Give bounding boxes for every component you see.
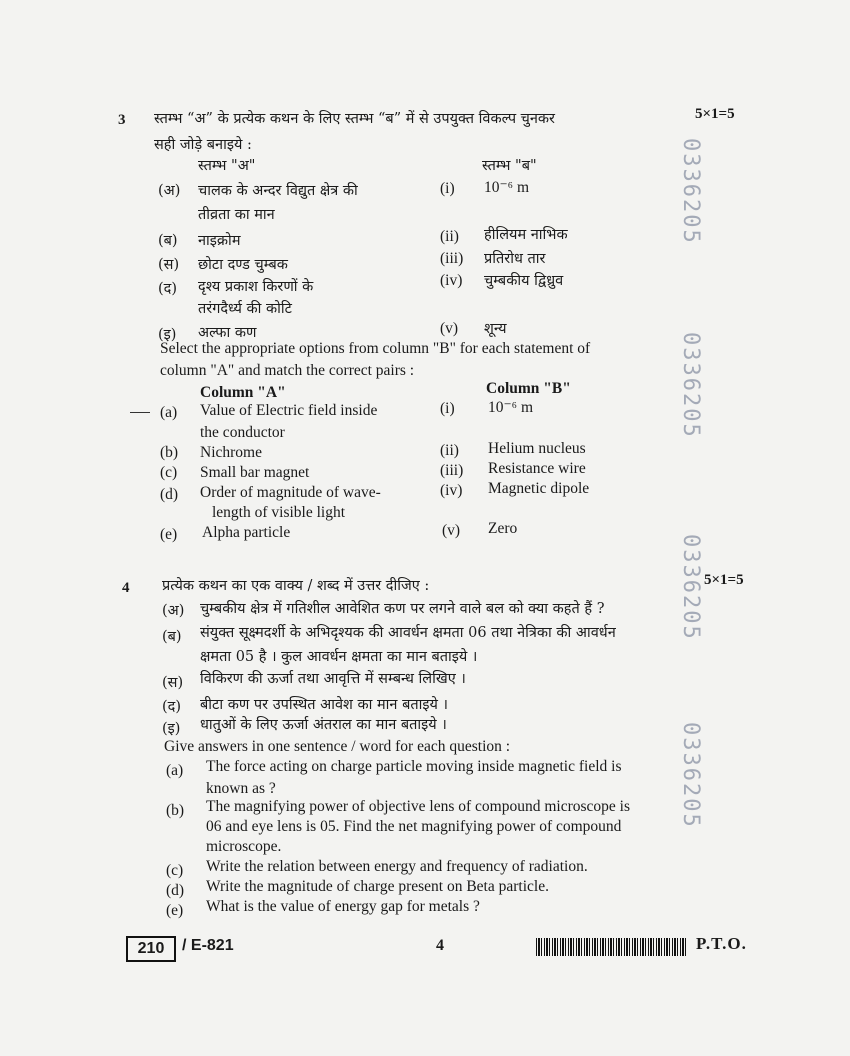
serial-stamp: 0336205 — [678, 138, 703, 245]
question-4-number: 4 — [122, 580, 130, 596]
q4-hindi-item-text: चुम्बकीय क्षेत्र में गतिशील आवेशित कण पर लगने वाले बल को क्या कहते हैं ? — [200, 601, 605, 617]
q3-hindi-row-label: (ब) — [158, 233, 178, 249]
q3-hindi-row-a-text: छोटा दण्ड चुम्बक — [198, 257, 288, 273]
q3-english-row-a-text-cont: the conductor — [200, 424, 285, 441]
pto-label: P.T.O. — [696, 934, 747, 953]
q3-english-row-a-text: Value of Electric field inside — [200, 402, 378, 419]
q4-english-instruction: Give answers in one sentence / word for each question : — [164, 738, 511, 755]
q3-english-row-roman: (iii) — [440, 462, 464, 479]
q3-hindi-row-b-text: शून्य — [484, 321, 507, 337]
q3-hindi-row-a-text: दृश्य प्रकाश किरणों के — [198, 279, 314, 295]
q4-english-item-text: Write the relation between energy and frequency of radiation. — [206, 858, 588, 875]
q3-english-row-a-text: Nichrome — [200, 444, 262, 461]
q4-english-item-text: Write the magnitude of charge present on Beta particle. — [206, 878, 549, 895]
q3-hindi-row-label: (स) — [158, 257, 180, 273]
q3-hindi-instruction-line1: स्तम्भ “अ” के प्रत्येक कथन के लिए स्तम्भ “ब” में से उपयुक्त विकल्प चुनकर — [154, 111, 555, 127]
q4-english-item-text-cont: microscope. — [206, 838, 282, 855]
q3-hindi-column-a-heading: स्तम्भ "अ" — [198, 158, 256, 174]
q4-english-item-text-cont: 06 and eye lens is 05. Find the net magnifying power of compound — [206, 818, 622, 835]
page-number: 4 — [436, 937, 444, 954]
q4-hindi-item-label: (ब) — [162, 629, 182, 645]
q3-english-row-roman: (ii) — [440, 442, 459, 459]
q3-english-row-b-text: 10⁻⁶ m — [488, 399, 534, 416]
q4-english-item-text: What is the value of energy gap for metals ? — [206, 898, 480, 915]
question-3-number: 3 — [118, 112, 126, 128]
q3-english-row-b-text: Magnetic dipole — [488, 480, 590, 497]
q4-hindi-instruction: प्रत्येक कथन का एक वाक्य / शब्द में उत्तर दीजिए : — [162, 578, 430, 594]
q3-english-row-label: (e) — [160, 526, 178, 543]
q4-english-item-label: (a) — [166, 762, 184, 779]
q4-hindi-item-label: (स) — [162, 675, 184, 691]
serial-stamp: 0336205 — [678, 722, 703, 829]
q3-hindi-row-a-text-cont: तरंगदैर्ध्य की कोटि — [198, 301, 292, 317]
q3-hindi-row-b-text: हीलियम नाभिक — [484, 227, 568, 243]
q3-english-row-a-text: Small bar magnet — [200, 464, 310, 481]
serial-stamp: 0336205 — [678, 332, 703, 439]
q4-hindi-item-text: संयुक्त सूक्ष्मदर्शी के अभिदृश्यक की आवर्धन क्षमता 06 तथा नेत्रिका की आवर्धन — [200, 625, 616, 641]
series-code: / E-821 — [182, 937, 234, 954]
q3-hindi-row-b-text: 10⁻⁶ m — [484, 179, 530, 196]
q3-english-row-roman: (iv) — [440, 482, 463, 499]
q3-english-row-label: (b) — [160, 444, 179, 461]
q3-english-row-label: (d) — [160, 486, 179, 503]
q4-english-item-label: (b) — [166, 802, 185, 819]
q4-english-item-label: (c) — [166, 862, 184, 879]
q3-hindi-row-a-text: नाइक्रोम — [198, 233, 241, 249]
q4-english-item-label: (d) — [166, 882, 185, 899]
q3-hindi-row-a-text-cont: तीव्रता का मान — [198, 207, 275, 223]
q3-hindi-row-label: (द) — [158, 281, 178, 297]
barcode-image — [536, 938, 686, 956]
q4-english-item-label: (e) — [166, 902, 184, 919]
q4-hindi-item-text: धातुओं के लिए ऊर्जा अंतराल का मान बताइये । — [200, 717, 447, 733]
q3-english-instruction-line2: column "A" and match the correct pairs : — [160, 362, 415, 379]
q4-hindi-item-text-cont: क्षमता 05 है । कुल आवर्धन क्षमता का मान बताइये । — [200, 649, 478, 665]
paper-code-box: 210 — [126, 936, 176, 962]
q3-hindi-row-roman: (ii) — [440, 228, 459, 245]
q3-english-row-b-text: Resistance wire — [488, 460, 586, 477]
q3-english-column-a-heading: Column "A" — [200, 384, 286, 401]
q3-english-row-label: (a) — [160, 404, 178, 421]
q4-english-item-text: The magnifying power of objective lens of compound microscope is — [206, 798, 630, 815]
q3-english-row-roman: (v) — [442, 522, 461, 539]
q3-marks: 5×1=5 — [695, 106, 735, 122]
q4-hindi-item-text: बीटा कण पर उपस्थित आवेश का मान बताइये । — [200, 697, 449, 713]
q3-hindi-row-roman: (v) — [440, 320, 459, 337]
q3-english-row-b-text: Helium nucleus — [488, 440, 586, 457]
q4-english-item-text: The force acting on charge particle moving inside magnetic field is — [206, 758, 622, 775]
q3-hindi-row-a-text: अल्फा कण — [198, 325, 257, 341]
q4-hindi-item-text: विकिरण की ऊर्जा तथा आवृत्ति में सम्बन्ध लिखिए । — [200, 671, 466, 687]
q3-hindi-row-b-text: चुम्बकीय द्विध्रुव — [484, 273, 564, 289]
q3-hindi-row-roman: (iii) — [440, 250, 464, 267]
q3-english-column-b-heading: Column "B" — [486, 380, 571, 397]
q4-hindi-item-label: (इ) — [162, 721, 181, 737]
q3-english-row-a-text-cont: length of visible light — [212, 504, 346, 521]
q3-english-row-b-text: Zero — [488, 520, 518, 537]
q4-hindi-item-label: (अ) — [162, 603, 185, 619]
q3-hindi-row-a-text: चालक के अन्दर विद्युत क्षेत्र की — [198, 183, 358, 199]
q4-marks: 5×1=5 — [704, 572, 744, 588]
q3-english-row-a-text: Alpha particle — [202, 524, 291, 541]
q3-hindi-row-label: (इ) — [158, 327, 177, 343]
q3-english-row-roman: (i) — [440, 400, 455, 417]
q4-english-item-text-cont: known as ? — [206, 780, 276, 797]
q3-hindi-instruction-line2: सही जोड़े बनाइये : — [154, 137, 252, 153]
q3-hindi-row-label: (अ) — [158, 183, 181, 199]
margin-dash — [130, 412, 150, 413]
serial-stamp: 0336205 — [678, 534, 703, 641]
q4-hindi-item-label: (द) — [162, 699, 182, 715]
q3-hindi-row-roman: (iv) — [440, 272, 463, 289]
q3-english-row-a-text: Order of magnitude of wave- — [200, 484, 381, 501]
q3-hindi-row-b-text: प्रतिरोध तार — [484, 251, 546, 267]
q3-english-row-label: (c) — [160, 464, 178, 481]
q3-hindi-column-b-heading: स्तम्भ "ब" — [482, 158, 537, 174]
q3-english-instruction-line1: Select the appropriate options from column "B" for each statement of — [160, 340, 591, 357]
q3-hindi-row-roman: (i) — [440, 180, 455, 197]
